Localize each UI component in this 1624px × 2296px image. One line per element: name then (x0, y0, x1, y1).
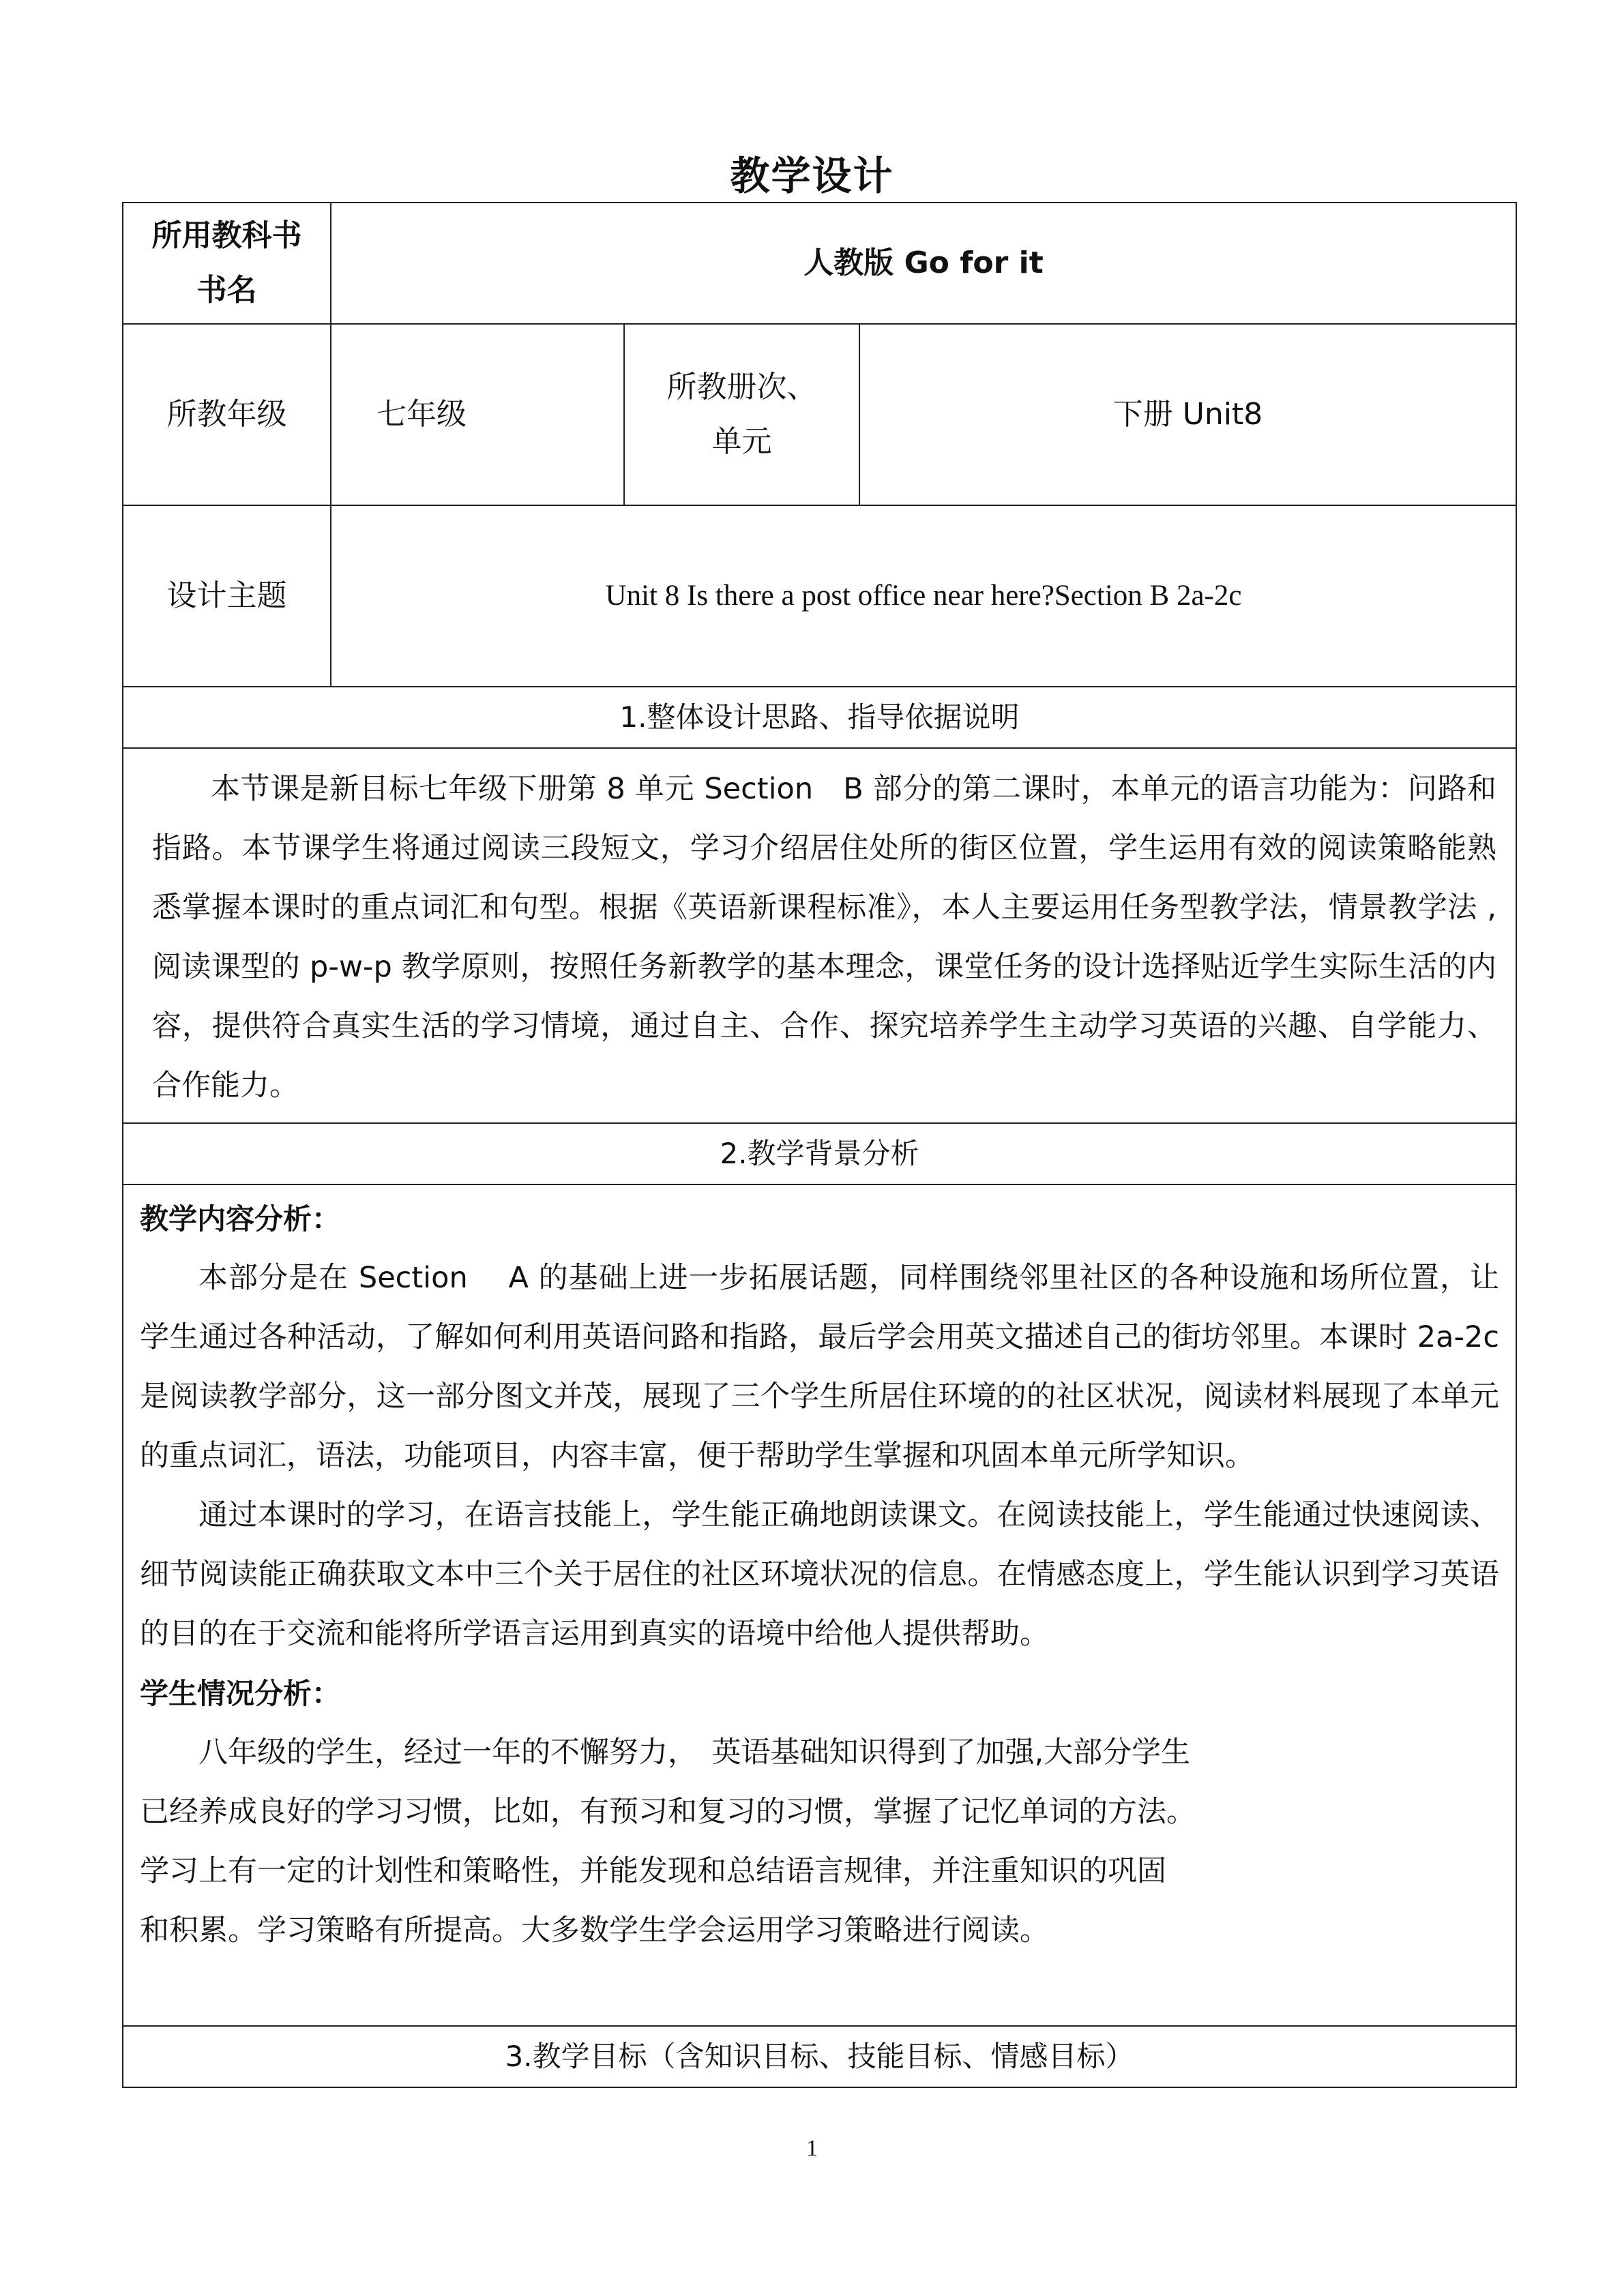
section3-header: 3.教学目标（含知识目标、技能目标、情感目标） (123, 2026, 1516, 2087)
page-title: 教学设计 (730, 153, 894, 199)
section2-header-row (123, 1123, 1516, 1184)
textbook-row (123, 203, 1516, 324)
section2-body (123, 1184, 1516, 2026)
content-analysis-paragraph-2: 通过本课时的学习，在语言技能上，学生能正确地朗读课文。在阅读技能上，学生能通过快速阅读、细节阅读能正确获取文本中三个关于居住的社区环境状况的信息。在情感态度上，学生能认识到学习英语的目的在于交流和能将所学语言运用到真实的语境中给他人提供帮助。 (140, 1498, 1499, 1651)
volume-label-line1: 所教册次、 (666, 370, 817, 404)
textbook-label (123, 203, 331, 324)
theme-row (123, 505, 1516, 687)
textbook-label-line2: 书名 (196, 273, 257, 308)
volume-value: 下册 Unit8 (859, 324, 1516, 505)
section1-header: 1.整体设计思路、指导依据说明 (123, 687, 1516, 748)
theme-value: Unit 8 Is there a post office near here?Section B 2a-2c (331, 505, 1516, 687)
student-analysis-line-4: 和积累。学习策略有所提高。大多数学生学会运用学习策略进行阅读。 (140, 1913, 1049, 1948)
student-analysis-line-2: 已经养成良好的学习习惯，比如，有预习和复习的习惯，掌握了记忆单词的方法。 (140, 1795, 1196, 1829)
volume-label (624, 324, 859, 505)
textbook-label-line1: 所用教科书 (151, 218, 302, 253)
section1-paragraph: 本节课是新目标七年级下册第 8 单元 Section B 部分的第二课时，本单元的语言功能为：问路和指路。本节课学生将通过阅读三段短文，学习介绍居住处所的街区位置，学生运用有效的阅读策略能熟悉掌握本课时的重点词汇和句型。根据《英语新课程标准》，本人主要运用任务型教学法，情景教学法 ,阅读课型的 p-w-p 教学原则，按照任务新教学的基本理念，课堂任务的设计选择贴近学生实际生活的内容，提供符合真实生活的学习情境，通过自主、合作、探究培养学生主动学习英语的兴趣、自学能力、合作能力。 (152, 772, 1496, 1103)
section2-header: 2.教学背景分析 (123, 1123, 1516, 1184)
section2-body-row (123, 1184, 1516, 2026)
grade-row (123, 324, 1516, 505)
student-analysis-line-3: 学习上有一定的计划性和策略性，并能发现和总结语言规律，并注重知识的巩固 (140, 1854, 1166, 1888)
student-analysis-heading: 学生情况分析： (140, 1677, 341, 1710)
content-analysis-paragraph-1: 本部分是在 Section A 的基础上进一步拓展话题，同样围绕邻里社区的各种设施和场所位置，让学生通过各种活动，了解如何利用英语问路和指路，最后学会用英文描述自己的街坊邻里。本课时 2a-2c 是阅读教学部分，这一部分图文并茂，展现了三个学生所居住环境的的社区状况，阅读材料展现了本单元的重点词汇，语法，功能项目，内容丰富，便于帮助学生掌握和巩固本单元所学知识。 (140, 1261, 1499, 1473)
section3-header-row (123, 2026, 1516, 2087)
grade-label: 所教年级 (123, 324, 331, 505)
section1-body (123, 748, 1516, 1123)
grade-value: 七年级 (331, 324, 624, 505)
student-analysis-text (140, 1723, 1499, 1960)
student-analysis-line-1: 八年级的学生，经过一年的不懈努力， 英语基础知识得到了加强,大部分学生 (198, 1735, 1191, 1770)
section1-header-row (123, 687, 1516, 748)
theme-label: 设计主题 (123, 505, 331, 687)
lesson-design-table (122, 202, 1517, 2088)
content-analysis-heading: 教学内容分析： (140, 1202, 341, 1236)
textbook-value: 人教版 Go for it (331, 203, 1516, 324)
volume-label-line2: 单元 (711, 424, 772, 459)
section1-body-row (123, 748, 1516, 1123)
page-number: 1 (806, 2136, 818, 2161)
